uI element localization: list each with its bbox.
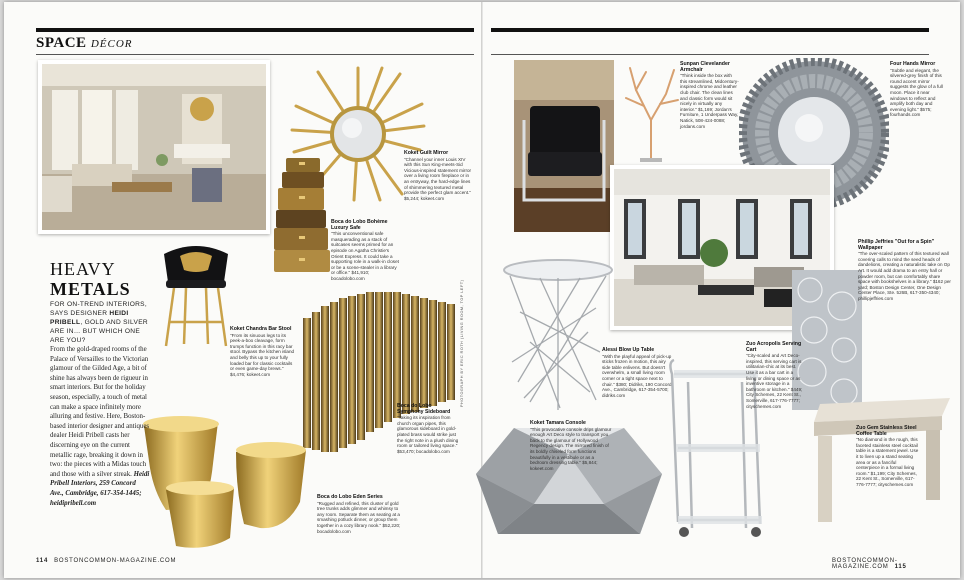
photo-credit: PHOTOGRAPH BY ERIC ROTH (LIVING ROOM, TOP LEFT) [460, 279, 464, 407]
caption-console-title: Koket Tamara Console [530, 420, 586, 426]
article-body [50, 345, 150, 508]
top-rule-right [491, 28, 929, 32]
caption-stool [230, 327, 296, 377]
body-signature: Heidi Pribell Interiors, 259 Concord Ave., Cambridge, 617-354-1445; heidipribell.com [50, 470, 150, 507]
caption-alessi-title: Alessi Blow Up Table [602, 347, 655, 353]
deck-designer-name: HEIDI PRIBELL [50, 310, 129, 326]
deck-pre: FOR ON-TREND INTERIORS, SAYS DESIGNER [50, 301, 148, 317]
article-headline [50, 260, 131, 299]
magazine-spread [4, 2, 960, 578]
caption-cart-title: Zuo Acropolis Serving Cart [746, 341, 802, 353]
caption-safe-title: Boca do Lobo Bohème Luxury Safe [331, 219, 388, 231]
caption-tables [317, 495, 405, 534]
luggage-safe-photo [274, 156, 330, 274]
folio-left-number: 114 [36, 558, 49, 564]
folio-left-site: BOSTONCOMMON-MAGAZINE.COM [54, 558, 177, 564]
caption-mirror-title: Koket Guilt Mirror [404, 150, 449, 156]
caption-stool-text: "From its sinuous legs to its peek-a-boo cleavage, form trumps function in this racy bar stool. Bypass the kitchen island and belly this up to your fully loaded bar for classic cocktails or even game-day brews." $4,476; kokeet.com [230, 332, 295, 377]
caption-tables-text: "Rugged and refined, this cluster of gold tree trunks adds glimmer and whimsy to any room. Separate them as seating at a smashing potluck dinner, or group them together in a cozy library nook." $52,220; bocadolobo.com [317, 500, 401, 534]
caption-sideboard [397, 404, 459, 454]
caption-mirror [404, 151, 472, 201]
caption-stool-title: Koket Chandra Bar Stool [230, 326, 292, 332]
caption-armchair-title: Sunpan Clevelander Armchair [680, 61, 730, 73]
wire-side-table-photo [500, 252, 616, 414]
caption-console [530, 421, 612, 471]
caption-fourhands [890, 62, 946, 118]
article-deck [50, 300, 150, 345]
caption-coffeetable-title: Zuo Gem Stainless Steel Coffee Table [856, 425, 917, 437]
caption-coffeetable-text: "No diamond in the rough, this faceted stainless steel cocktail table is a statement jewel. Use it to liven up a stand seating area or as a fanciful centerpiece in a formal living room." $1,199; City Schemes, 22 Kent St., Somerville, 617-776-7777; cityschemes.com [856, 437, 919, 487]
caption-fourhands-text: "Subtle and elegant, the silvered-grey finish of this round accent mirror suggests the glow of a full moon. Place it near windows to reflect and amplify both day and evening light." $575; fourhands.com [890, 67, 943, 118]
gold-tree-tables-photo [136, 412, 316, 554]
silver-branch-photo [616, 60, 686, 164]
section-name: SPACE [36, 35, 87, 51]
folio-right-number: 115 [894, 564, 907, 570]
caption-armchair [680, 62, 740, 129]
caption-wallpaper-title: Phillip Jeffries "Out for a Spin" Wallpaper [858, 239, 935, 251]
caption-safe-text: "This unconventional safe masquerading as a stack of suitcases seems primed for an episode on Agatha Christie's Orient Express. It could take a supporting role in a walk-in closet or be a scene-stealer in a library or office." $41,910; bocadolobo.com [331, 231, 399, 281]
headline-line-2: METALS [50, 279, 131, 299]
headline-line-1: HEAVY [50, 259, 116, 279]
chrome-armchair-photo [514, 60, 614, 232]
folio-right [832, 558, 960, 570]
caption-tables-title: Boca do Lobo Eden Series [317, 494, 383, 500]
caption-alessi [602, 348, 672, 398]
section-underline-right [491, 54, 929, 55]
caption-cart-text: "City-scaled and Art Deco-inspired, this serving cart is utilitarian-chic at its best. Use it as a bar cart in a living or dining space or as inventive storage in a bathroom or kitchen." $449; City Schemes, 22 Kent St., Somerville, 617-776-7777; cityschemes.com [746, 353, 803, 409]
caption-armchair-text: "Think inside the box with this streamlined, Midcentury-inspired chrome and leather club chair. The clean lines and classic form would sit nicely in virtually any interior." $1,169; Jordan's Furniture, 1 Underpass Way, Natick, 508-424-0088; jordans.com [680, 73, 739, 129]
section-title [36, 35, 132, 52]
caption-sideboard-title: Boca do Lobo Symphony Sideboard [397, 403, 451, 415]
bar-stool-photo [156, 240, 236, 348]
folio-right-site: BOSTONCOMMON-MAGAZINE.COM [832, 558, 898, 570]
body-text: From the gold-draped rooms of the Palace of Versailles to the Victorian glamour of the Gilded Age, a bit of shine has always been de rigueur in smart interiors. But for the holiday season, especially, a touch of metal can make a space infinitely more alluring and festive. Here, Boston-based interior designer and antiques dealer Heidi Pribell casts her discerning eye on the current metallic rage, breaking it down in two: the pieces with a Midas touch and those with a silver streak. [50, 346, 150, 478]
living-room-photo [38, 60, 270, 234]
section-underline [36, 54, 474, 55]
caption-safe [331, 220, 399, 282]
caption-wallpaper [858, 240, 952, 302]
caption-cart [746, 342, 804, 409]
deck-post: , GOLD AND SILVER ARE IN… BUT WHICH ONE ARE YOU? [50, 319, 148, 344]
top-rule-left [36, 28, 474, 32]
section-subtitle: DÉCOR [90, 38, 133, 50]
caption-wallpaper-text: "The over-scaled pattern of this textured wall covering calls to mind the seed heads of dandelions, creating a naturalistic take on Op Art. It would add drama to an entry hall or powder room, but can comfortably share space with bookshelves in a library." $162 per yard; Boston Design Center, One Design Center Place, Ste. 526B, 617-350-4340; phillipjeffries.com [858, 251, 951, 301]
caption-console-text: "This provocative console drips glamour enough Art Deco style to transport you back to the glamour of Hollywood Regency design. The mirrored finish of its boldly chiseled form functions beautifully in a vestibule or as a bedroom dressing table." $5,844; kokeet.com [530, 426, 612, 471]
caption-coffeetable [856, 426, 920, 488]
caption-alessi-text: "With the playful appeal of pick-up sticks frozen in motion, this airy side table enlivens. But doesn't overwhelm, a small living room corner or a tight space next to chair." $380; Didriks, 190 Concord Ave., Cambridge, 617-354-5700; didriks.com [602, 353, 672, 398]
caption-fourhands-title: Four Hands Mirror [890, 61, 936, 67]
folio-left [36, 558, 176, 564]
caption-sideboard-text: "Taking its inspiration from church organ pipes, this glamorous sideboard in gold-plated brass would strike just the right note in a plush dining room or tailored living space." $53,470; bocadolobo.com [397, 415, 459, 454]
caption-mirror-text: "Channel your inner Louis XIV with this Sun King-meets-Sid Vicious-inspired statement mirror over a living room fireplace or in an entryway, the hard-edge lines of shimmering textured metal provide the perfect glam accent." $5,244; kokeet.com [404, 156, 472, 201]
